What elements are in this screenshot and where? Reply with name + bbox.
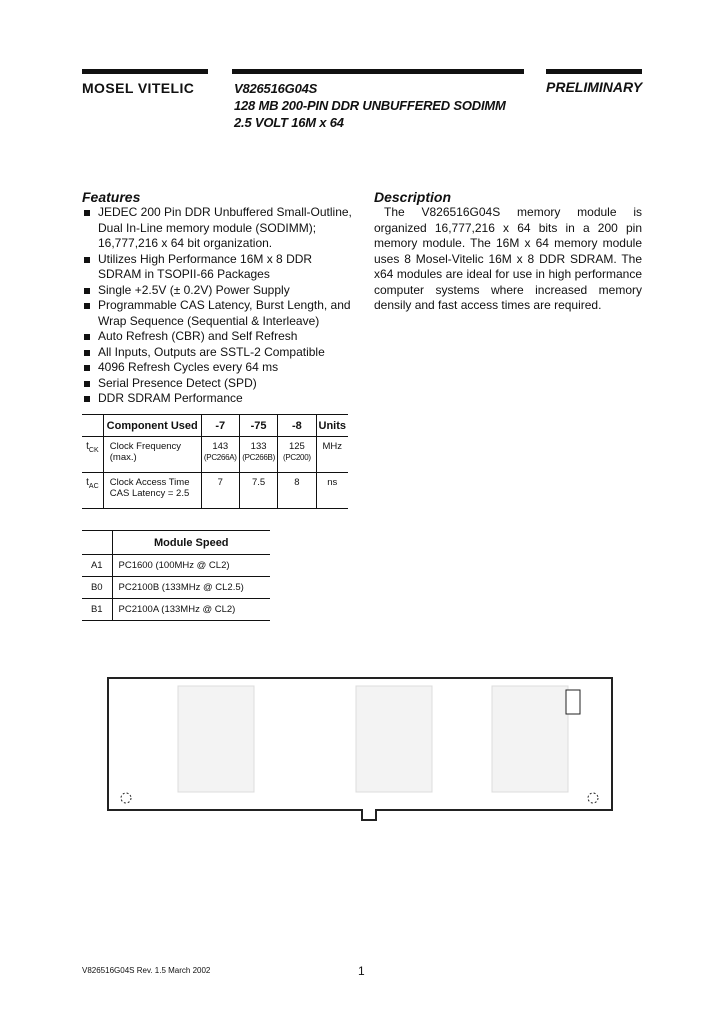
symbol-tck: $t_{CK}$	[82, 437, 103, 473]
perf-header-8: -8	[278, 415, 316, 437]
sodimm-module-drawing	[100, 674, 620, 834]
feature-item: JEDEC 200 Pin DDR Unbuffered Small-Outline, Dual In-Line memory module (SODIMM); 16,777,216 x 64 bit organization.	[82, 205, 354, 252]
description-section	[374, 189, 642, 314]
dram-chip	[492, 686, 568, 792]
speed-desc: PC2100A (133MHz @ CL2)	[112, 599, 270, 621]
performance-table	[82, 414, 348, 509]
spd-chip	[566, 690, 580, 714]
speed-code: B1	[82, 599, 112, 621]
unit-cell: ns	[316, 473, 348, 509]
clock-access-time-label: Clock Access Time CAS Latency = 2.5	[103, 473, 201, 509]
feature-item: DDR SDRAM Performance	[82, 391, 354, 407]
perf-header-symbol	[82, 415, 103, 437]
feature-item: 4096 Refresh Cycles every 64 ms	[82, 360, 354, 376]
product-title-block	[234, 80, 506, 131]
features-list	[82, 205, 354, 407]
perf-header-units: Units	[316, 415, 348, 437]
header-rule-left	[82, 69, 208, 74]
status-label: PRELIMINARY	[546, 79, 643, 95]
unit-cell: MHz	[316, 437, 348, 473]
speed-desc: PC2100B (133MHz @ CL2.5)	[112, 577, 270, 599]
clock-frequency-label: Clock Frequency (max.)	[103, 437, 201, 473]
speed-desc: PC1600 (100MHz @ CL2)	[112, 555, 270, 577]
table-row	[82, 577, 270, 599]
symbol-tac: $t_{AC}$	[82, 473, 103, 509]
description-heading: Description	[374, 189, 452, 205]
table-row	[82, 555, 270, 577]
value-cell: 7	[201, 473, 239, 509]
features-section	[82, 189, 354, 407]
table-row	[82, 473, 348, 509]
table-row	[82, 599, 270, 621]
feature-item: Serial Presence Detect (SPD)	[82, 376, 354, 392]
dram-chip	[178, 686, 254, 792]
description-text: The V826516G04S memory module is organized 16,777,216 x 64 bits in a 200 pin memory module. The 16M x 64 memory module uses 8 Mosel-Vitelic 16M x 8 DDR SDRAM. The x64 modules are ideal for use in high performance computer systems where increased memory densily and fast access times are required.	[374, 205, 642, 312]
part-number: V826516G04S	[234, 81, 318, 96]
module-speed-table	[82, 530, 270, 621]
feature-item: Auto Refresh (CBR) and Self Refresh	[82, 329, 354, 345]
speed-header: Module Speed	[112, 531, 270, 555]
feature-item: Utilizes High Performance 16M x 8 DDR SDRAM in TSOPII-66 Packages	[82, 252, 354, 283]
value-cell: 143 (PC266A)	[201, 437, 239, 473]
dram-chip	[356, 686, 432, 792]
speed-header-code	[82, 531, 112, 555]
feature-item: All Inputs, Outputs are SSTL-2 Compatible	[82, 345, 354, 361]
value-cell: 133 (PC266B)	[239, 437, 277, 473]
value-cell: 125 (PC200)	[278, 437, 316, 473]
company-logo: MOSEL VITELIC	[82, 80, 195, 96]
table-row	[82, 437, 348, 473]
page-number: 1	[358, 964, 365, 978]
value-cell: 7.5	[239, 473, 277, 509]
footer-doc-info: V826516G04S Rev. 1.5 March 2002	[82, 966, 211, 975]
speed-code: A1	[82, 555, 112, 577]
header-rule-center	[232, 69, 524, 74]
perf-header-75: -75	[239, 415, 277, 437]
perf-header-component: Component Used	[103, 415, 201, 437]
speed-code: B0	[82, 577, 112, 599]
product-subtitle-2: 2.5 VOLT 16M x 64	[234, 115, 344, 130]
header-rule-right	[546, 69, 642, 74]
product-subtitle-1: 128 MB 200-PIN DDR UNBUFFERED SODIMM	[234, 98, 506, 113]
feature-item: Programmable CAS Latency, Burst Length, and Wrap Sequence (Sequential & Interleave)	[82, 298, 354, 329]
feature-item: Single +2.5V (± 0.2V) Power Supply	[82, 283, 354, 299]
perf-header-7: -7	[201, 415, 239, 437]
value-cell: 8	[278, 473, 316, 509]
features-heading: Features	[82, 189, 141, 205]
